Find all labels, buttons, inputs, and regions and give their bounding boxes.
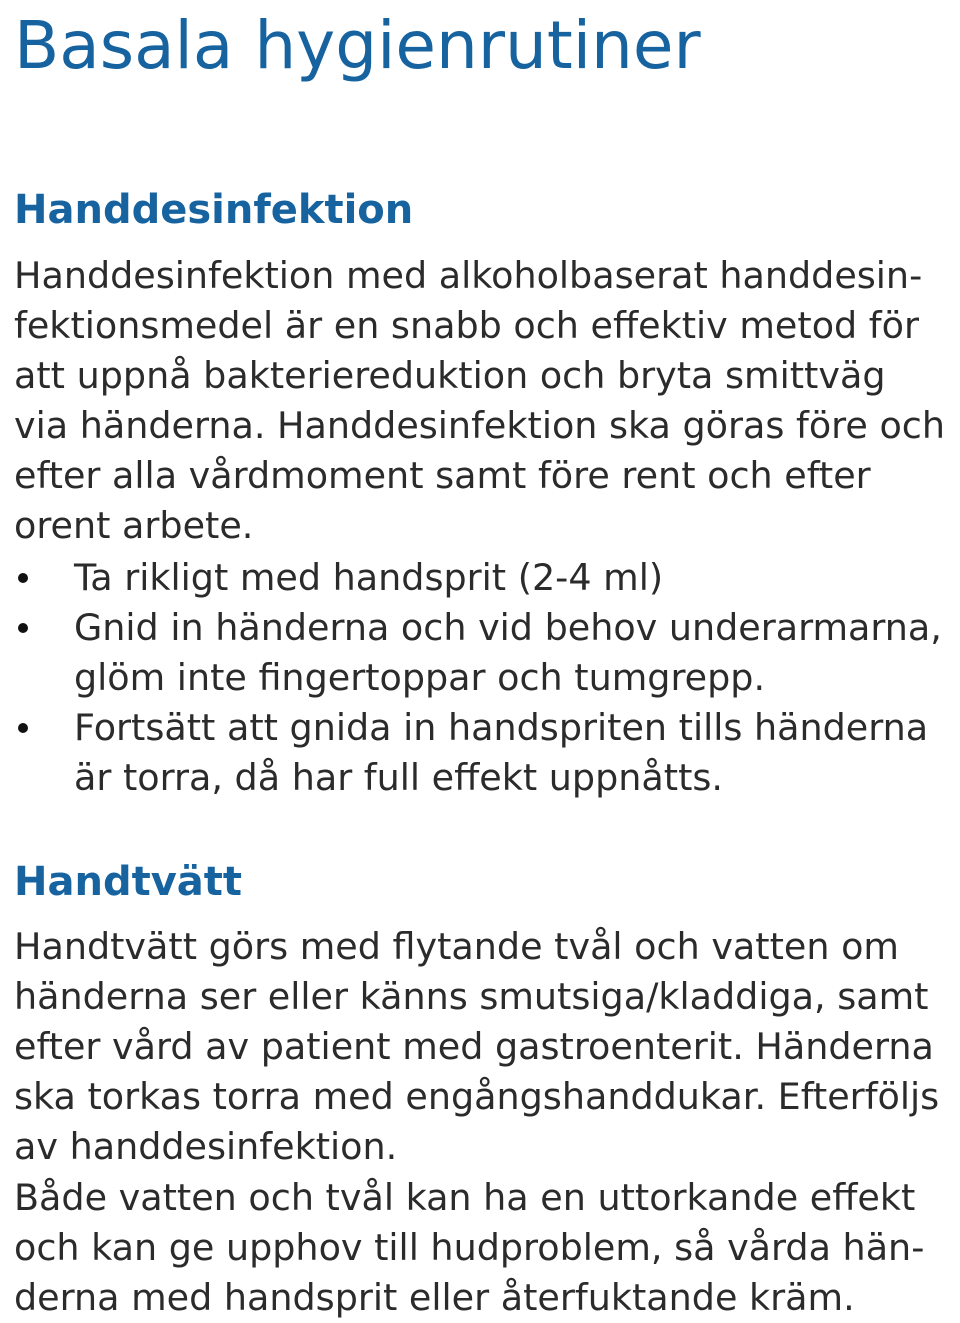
paragraph-line: av handdesinfektion.	[14, 1125, 398, 1168]
paragraph-line: händerna ser eller känns smutsiga/kladdiga, samt	[14, 975, 929, 1018]
section-heading-handtvatt: Handtvätt	[14, 859, 243, 905]
paragraph-line: ska torkas torra med engångshanddukar. Efterföljs	[14, 1075, 940, 1118]
paragraph-line: Både vatten och tvål kan ha en uttorkande effekt	[14, 1176, 916, 1219]
bullet-icon	[18, 723, 28, 733]
bullet-icon	[18, 623, 28, 633]
section-heading-handdesinfektion: Handdesinfektion	[14, 187, 414, 233]
paragraph-line: och kan ge upphov till hudproblem, så vårda hän-	[14, 1226, 925, 1269]
bullet-item-line: är torra, då har full effekt uppnåtts.	[74, 756, 723, 799]
bullet-item-line: Fortsätt att gnida in handspriten tills händerna	[74, 706, 929, 749]
bullet-item-line: Gnid in händerna och vid behov underarmarna,	[74, 606, 942, 649]
bullet-icon	[18, 573, 28, 583]
paragraph-line: derna med handsprit eller återfuktande kräm.	[14, 1276, 855, 1319]
paragraph-line: efter alla vårdmoment samt före rent och efter	[14, 454, 871, 497]
paragraph-line: att uppnå bakteriereduktion och bryta smittväg	[14, 354, 886, 397]
page-title: Basala hygienrutiner	[14, 7, 701, 84]
bullet-item-line: glöm inte fingertoppar och tumgrepp.	[74, 656, 766, 699]
paragraph-line: via händerna. Handdesinfektion ska göras före och	[14, 404, 945, 447]
bullet-item-line: Ta rikligt med handsprit (2-4 ml)	[74, 556, 664, 599]
paragraph-line: efter vård av patient med gastroenterit. Händerna	[14, 1025, 934, 1068]
paragraph-line: Handtvätt görs med flytande tvål och vatten om	[14, 925, 899, 968]
paragraph-line: Handdesinfektion med alkoholbaserat handdesin-	[14, 254, 923, 297]
paragraph-line: fektionsmedel är en snabb och effektiv metod för	[14, 304, 919, 347]
paragraph-line: orent arbete.	[14, 504, 254, 547]
